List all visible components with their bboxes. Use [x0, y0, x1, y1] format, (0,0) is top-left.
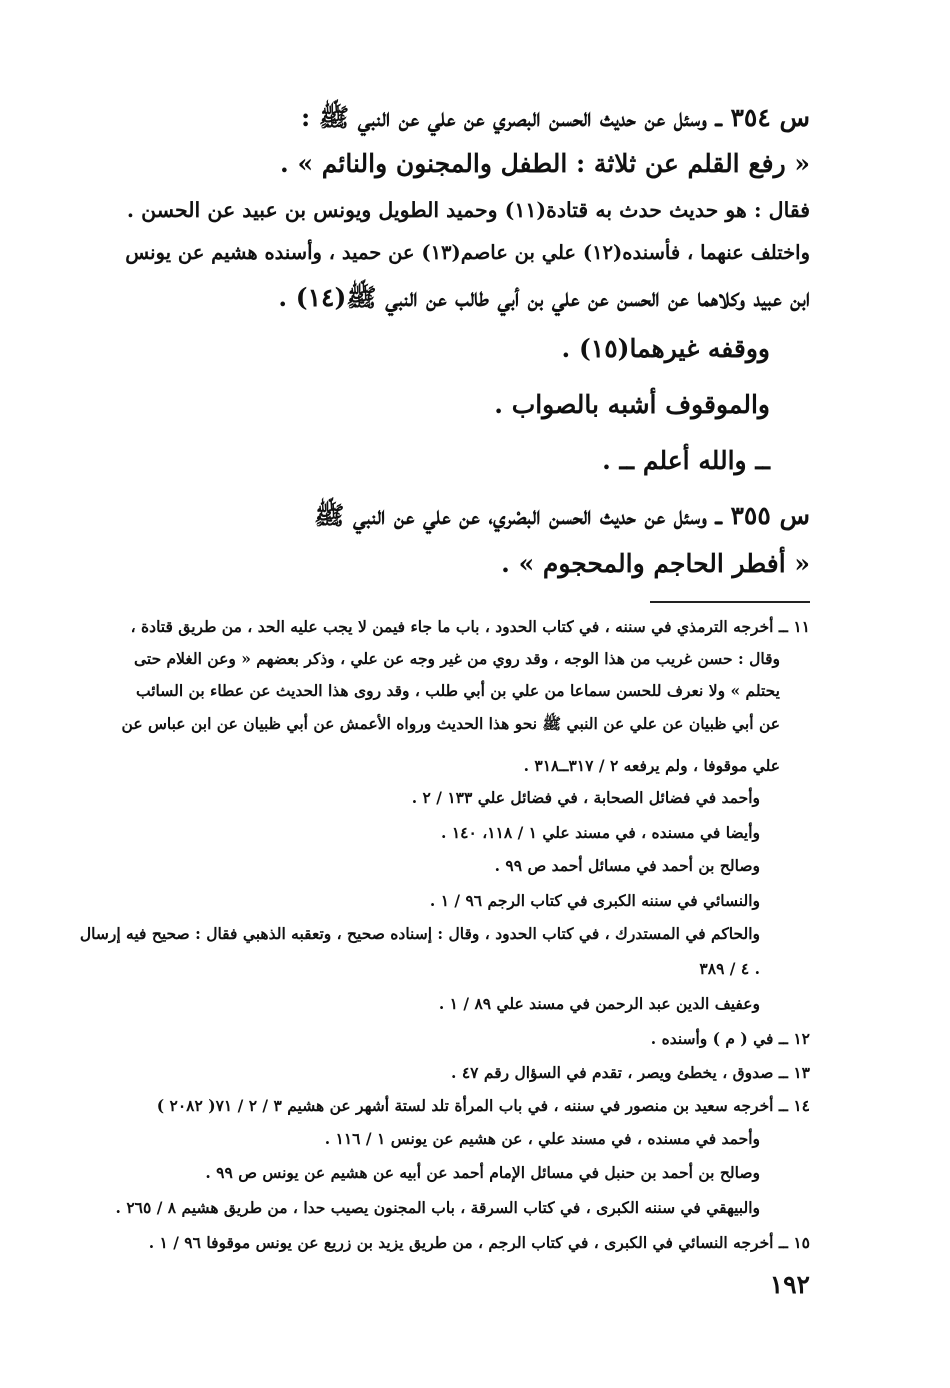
answer-line-1: فقال : هو حديث حدث به قتادة(١١) وحميد الطويل ويونس بن عبيد عن الحسن . [126, 198, 810, 222]
answer-line-4: ووقفه غيرهما(١٥) . [561, 334, 770, 363]
hadith-quote-354: « رفع القلم عن ثلاثة : الطفل والمجنون والنائم » . [280, 149, 810, 178]
question-354-heading: س ٣٥٤ ــ وسئل عن حديث الحسن البصري عن علي عن النبي ﷺ : [300, 103, 810, 132]
answer-line-5: والموقوف أشبه بالصواب . [494, 390, 770, 419]
page-number: ١٩٢ [769, 1270, 810, 1299]
closing-formula: ــ والله أعلم ــ . [602, 446, 770, 475]
footnote-13: ١٣ ــ صدوق ، يخطئ ويصر ، تقدم في السؤال رقم ٤٧ . [451, 1063, 810, 1082]
footnote-11-line-9: والنسائي في سننه الكبرى في كتاب الرجم ٩٦ / ١ . [429, 891, 760, 910]
footnote-11-line-1: ١١ ــ أخرجه الترمذي في سننه ، في كتاب الحدود ، باب ما جاء فيمن لا يجب عليه الحد ، من طريق قتادة ، [130, 617, 810, 636]
footnote-15: ١٥ ــ أخرجه النسائي في الكبرى ، في كتاب الرجم ، من طريق يزيد بن زريع عن يونس موقوفا ٩٦ / ١ . [148, 1233, 810, 1252]
footnote-11-line-11: ٤ / ٣٨٩ . [699, 959, 760, 978]
footnote-14-line-3: وصالح بن أحمد بن حنبل في مسائل الإمام أحمد عن أبيه عن هشيم عن يونس ص ٩٩ . [205, 1163, 760, 1182]
footnote-12: ١٢ ــ في ( م ) وأسنده . [650, 1029, 810, 1048]
answer-line-3: ابن عبيد وكلاهما عن الحسن عن علي بن أبي طالب عن النبي ﷺ(١٤) . [278, 283, 810, 312]
footnote-11-line-12: وعفيف الدين عبد الرحمن في مسند علي ٨٩ / ١ . [438, 994, 760, 1013]
footnote-11-line-2: وقال : حسن غريب من هذا الوجه ، وقد روي من غير وجه عن علي ، وذكر بعضهم « وعن الغلام حتى [133, 649, 780, 668]
footnote-11-line-5: علي موقوفا ، ولم يرفعه ٢ / ٣١٧ــ٣١٨ . [523, 756, 780, 775]
footnote-separator [650, 601, 810, 603]
footnote-14-line-2: وأحمد في مسنده ، في مسند علي ، عن هشيم عن يونس ١ / ١١٦ . [324, 1129, 760, 1148]
question-355-heading: س ٣٥٥ ــ وسئل عن حديث الحسن البصْري، عن علي عن النبي ﷺ [314, 501, 810, 530]
footnote-11-line-4: عن أبي ظبيان عن علي عن النبي ﷺ نحو هذا الحديث ورواه الأعمش عن أبي ظبيان عن ابن عباس عن [121, 714, 780, 733]
footnote-11-line-10: والحاكم في المستدرك ، في كتاب الحدود ، وقال : إسناده صحيح ، وتعقبه الذهبي فقال : صحيح فيه إرسال [79, 924, 760, 943]
footnote-11-line-7: وأيضا في مسنده ، في مسند علي ١ / ١١٨، ١٤٠ . [441, 823, 760, 842]
hadith-quote-355: « أفطر الحاجم والمحجوم » . [501, 549, 810, 578]
footnote-14-line-4: والبيهقي في سننه الكبرى ، في كتاب السرقة ، باب المجنون يصيب حدا ، من طريق هشيم ٨ / ٢٦٥ . [115, 1198, 760, 1217]
footnote-11-line-8: وصالح بن أحمد في مسائل أحمد ص ٩٩ . [494, 856, 760, 875]
footnote-11-line-3: يحتلم » ولا نعرف للحسن سماعا من علي بن أبي طلب ، وقد روى هذا الحديث عن عطاء بن السائب [136, 681, 780, 700]
answer-line-2: واختلف عنهما ، فأسنده(١٢) علي بن عاصم(١٣) عن حميد ، وأسنده هشيم عن يونس [125, 241, 810, 264]
footnote-11-line-6: وأحمد في فضائل الصحابة ، في فضائل علي ١٣٣ / ٢ . [411, 788, 760, 807]
footnote-14-line-1: ١٤ ــ أخرجه سعيد بن منصور في سننه ، في باب المرأة تلد لستة أشهر عن هشيم ٣ / ٢ / ٧١( ٢٠٨٢ ) [156, 1096, 810, 1115]
